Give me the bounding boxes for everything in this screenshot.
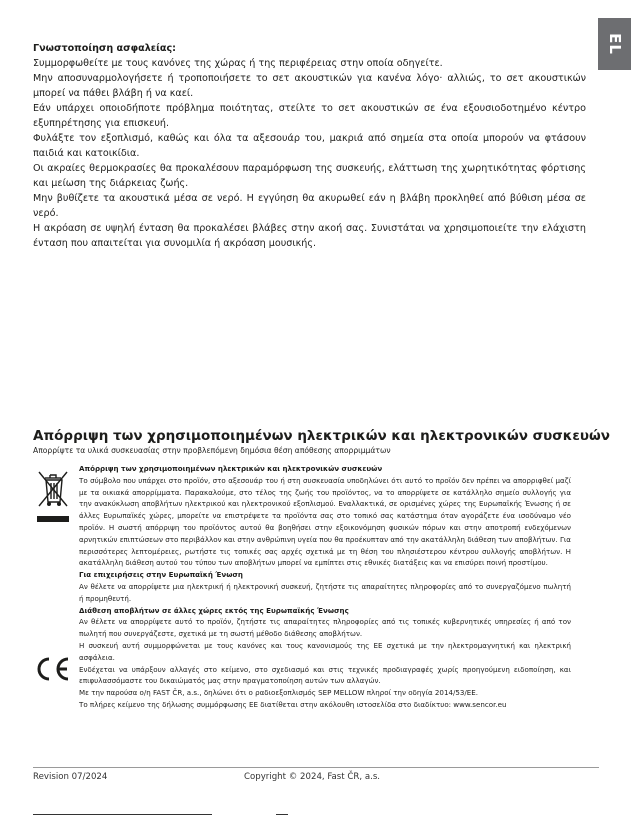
bottom-rule-center bbox=[276, 814, 288, 815]
weee-title: Απόρριψη των χρησιμοποιημένων ηλεκτρικών και ηλεκτρονικών συσκευών bbox=[33, 428, 610, 444]
safety-notice bbox=[33, 41, 586, 251]
red-declaration-text: Με την παρούσα ο/η FAST ČR, a.s., δηλώνει ότι ο ραδιοεξοπλισμός SEP MELLOW πληροί την οδηγία 2014/53/EE. bbox=[79, 688, 478, 698]
safety-title: Γνωστοποίηση ασφαλείας: bbox=[33, 43, 176, 54]
weee-block2-heading: Για επιχειρήσεις στην Ευρωπαϊκή Ένωση bbox=[79, 570, 243, 580]
language-tab bbox=[598, 18, 631, 70]
weee-block3-text: Αν θέλετε να απορρίψετε αυτό το προϊόν, ζητήστε τις απαραίτητες πληροφορίες από τις τοπικές κυβερνητικές υπηρεσίες ή από τον πωλητή που συνεργάζεστε, σχετικά με τη σωστή μέθοδο διάθεσης αποβλήτων. bbox=[79, 617, 571, 639]
safety-paragraph: Μην αποσυναρμολογήσετε ή τροποποιήσετε το σετ ακουστικών για κανένα λόγο· αλλιώς, το σετ ακουστικών μπορεί να πάθει βλάβη ή να καεί. bbox=[33, 73, 586, 99]
changes-notice-text: Ενδέχεται να υπάρξουν αλλαγές στο κείμενο, στο σχεδιασμό και στις τεχνικές προδιαγραφές χωρίς προηγούμενη ειδοποίηση, και επιφυλασσόμαστε του δικαιώματός μας στην πραγματοποίηση αυτών των αλλαγών. bbox=[79, 664, 571, 686]
crossed-out-wheelie-bin-icon bbox=[36, 466, 70, 524]
ce-conformity-text: Η συσκευή αυτή συμμορφώνεται με τους κανόνες και τους κανονισμούς της ΕΕ σχετικά με την ηλεκτρομαγνητική και ηλεκτρική ασφάλεια. bbox=[79, 640, 571, 662]
weee-subtitle: Απορρίψτε τα υλικά συσκευασίας στην προβλεπόμενη δημόσια θέση απόθεσης απορριμμάτων bbox=[33, 446, 391, 455]
weee-block3-heading: Διάθεση αποβλήτων σε άλλες χώρες εκτός της Ευρωπαϊκής Ένωσης bbox=[79, 605, 349, 615]
weee-block1-heading: Απόρριψη των χρησιμοποιημένων ηλεκτρικών και ηλεκτρονικών συσκευών bbox=[79, 464, 383, 473]
revision-label: Revision 07/2024 bbox=[33, 772, 108, 782]
weee-body bbox=[79, 463, 571, 711]
declaration-link-text: Το πλήρες κείμενο της δήλωσης συμμόρφωσης ΕΕ διατίθεται στην ακόλουθη ιστοσελίδα στο διαδίκτυο: www.sencor.eu bbox=[79, 699, 507, 709]
safety-paragraph: Μην βυθίζετε τα ακουστικά μέσα σε νερό. Η εγγύηση θα ακυρωθεί εάν η βλάβη προκληθεί από βύθιση μέσα σε νερό. bbox=[33, 193, 586, 219]
bottom-rule-left bbox=[33, 814, 212, 815]
ce-mark-icon bbox=[32, 655, 72, 683]
language-tab-label: EL bbox=[605, 33, 624, 55]
copyright-label: Copyright © 2024, Fast ČR, a.s. bbox=[244, 772, 381, 782]
weee-block1-text: Το σύμβολο που υπάρχει στο προϊόν, στο αξεσουάρ του ή στη συσκευασία υποδηλώνει ότι αυτό το προϊόν δεν πρέπει να απορριφθεί μαζί με τα οικιακά απορρίμματα. Παρακαλούμε, στο τέλος της ζωής του προϊόντος, να το απορρίψετε σε κατάλληλο σημείο συλλογής για την ανακύκλωση αποβλήτων ηλεκτρικού και ηλεκτρονικού εξοπλισμού. Εναλλακτικά, σε ορισμένες χώρες της Ευρωπαϊκής Ένωσης ή σε άλλες Ευρωπαϊκές χώρες, μπορείτε να επιστρέψετε τα προϊόντα σας στο τοπικό σας κατάστημα όταν αγοράζετε ένα ισοδύναμο νέο προϊόν. Η σωστή απόρριψη του προϊόντος αυτού θα βοηθήσει στην εξοικονόμηση φυσικών πόρων και στην αποτροπή ενδεχόμενων αρνητικών επιπτώσεων στο περιβάλλον και στην ανθρώπινη υγεία που θα προέκυπταν από την ακατάλληλη διάθεση των αποβλήτων. Για περισσότερες λεπτομέρειες, ρωτήστε τις τοπικές σας αρχές σχετικά με τη θέση του πλησιέστερου κέντρου συλλογής αποβλήτων. Η ακατάλληλη διάθεση αυτού του τύπου των αποβλήτων μπορεί να εμπίπτει στις εθνικές διατάξεις και να επισύρει ποινή προστίμου. bbox=[79, 475, 571, 568]
safety-paragraph: Η ακρόαση σε υψηλή ένταση θα προκαλέσει βλάβες στην ακοή σας. Συνιστάται να χρησιμοποιείτε την ελάχιστη ένταση που απαιτείται για συνομιλία ή ακρόαση μουσικής. bbox=[33, 223, 586, 249]
footer-divider bbox=[33, 767, 599, 768]
safety-paragraph: Εάν υπάρχει οποιοδήποτε πρόβλημα ποιότητας, στείλτε το σετ ακουστικών σε ένα εξουσιοδοτημένο κέντρο εξυπηρέτησης για επισκευή. bbox=[33, 103, 586, 129]
safety-paragraph: Οι ακραίες θερμοκρασίες θα προκαλέσουν παραμόρφωση της συσκευής, ελάττωση της χωρητικότητας φόρτισης και μείωση της διάρκειας ζωής. bbox=[33, 163, 586, 189]
safety-paragraph: Φυλάξτε τον εξοπλισμό, καθώς και όλα τα αξεσουάρ του, μακριά από σημεία στα οποία μπορούν να φτάσουν παιδιά και κατοικίδια. bbox=[33, 133, 586, 159]
safety-paragraph: Συμμορφωθείτε με τους κανόνες της χώρας ή της περιφέρειας στην οποία οδηγείτε. bbox=[33, 58, 443, 69]
weee-block2-text: Αν θέλετε να απορρίψετε μια ηλεκτρική ή ηλεκτρονική συσκευή, ζητήστε τις απαραίτητες πληροφορίες από το συνεργαζόμενο πωλητή ή προμηθευτή. bbox=[79, 581, 571, 603]
